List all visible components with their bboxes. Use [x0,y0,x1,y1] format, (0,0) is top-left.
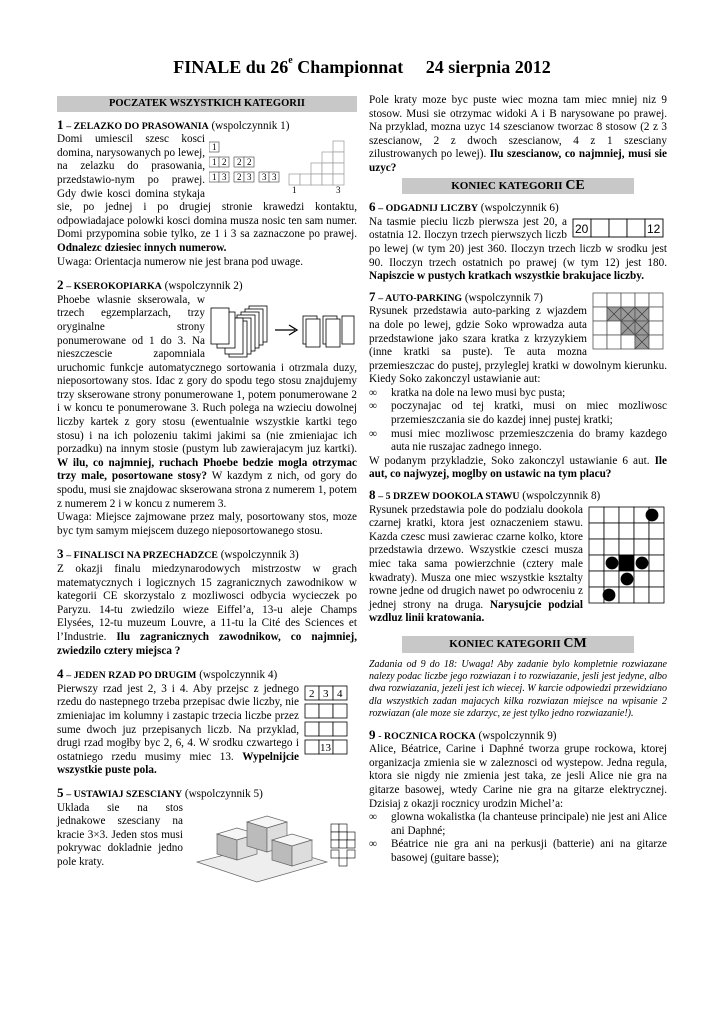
pond-cell [619,555,634,571]
parking-cell [593,293,607,307]
field-cell [604,507,619,523]
left-column [57,94,357,886]
parking-cell [607,321,621,335]
photocopy-stack-figure [209,300,357,358]
field-cell [649,555,664,571]
field-cell [604,539,619,555]
problem-1: 1 – ZELAZKO DO PRASOWANIA (wspolczynnik 1) 1 1 2 2 2 1 3 2 3 3 3 1 3 Domi umiescil szesc kosci domina, narysowanych po lewej, na zelazku do prasowania, przedstawio-nym po prawej. Gdy dwie kosci domina stykaja sie, po jednej i po drugiej stronie krawedzi kontaktu, odpowiadajace polowki kosci domina musza nosic ten sam numer. Domi przypomina sobie tylko, ze 1 i 3 sa zaznaczone po prawej. Odnalezc dziesiec innych numerow. Uwaga: Orientacja numerow nie jest brana pod uwage. [57,116,357,268]
field-cell [619,523,634,539]
svg-text:4: 4 [337,687,343,700]
parking-grid-figure [591,291,667,355]
problem-7: 7 – AUTO-PARKING (wspolczynnik 7) Rysunek przedstawia auto-parking z wjazdem na dole po lewej, gdzie Soko wprowadza auta przedstawione jako szara kratka z krzyzykiem (inne kratki sa puste). Te auta mozna przemieszczac do pustej, przyleglej kratki w dowolnym kierunku. Kiedy Soko zakonczyl ustawianie aut: ∞ kratka na dole na lewo musi byc pusta; ∞ poczynajac od tej kratki, musi on miec mozliwosc przemieszczania sie do kazdej innej pustej kratki; ∞ musi miec mozliwosc przemieszczenia do bramy kazdego auta nie ruszajac zadnego innego. W podanym przykladzie, Soko zakonczyl ustawianie 6 aut. Ile aut, co najwyzej, moglby on ustawic na tym placu? [369,288,668,481]
svg-text:1: 1 [212,172,217,183]
field-cell [619,539,634,555]
problem-3: 3 – FINALISCI NA PRZECHADZCE (wspolczynnik 3) Z okazji finalu miedzynarodowych mistrzostw w grach matematycznych i logicznych 15 zagranicznych zawodnikow w kategorii CE skorzystalo z mozliwosci odbycia wycieczek po Paryzu. 14-tu zwiedzilo wieze Eiffel’a, 13-u aleje Champs Elysées, 12-tu muzeum Louvre, a 11-tu la Cité des Sciences et l’Industrie. Ilu zagranicznych zawodnikow, co najmniej, zwiedzilo cztery miejsca ? [57,546,357,657]
svg-text:3: 3 [323,687,329,700]
svg-text:2: 2 [237,172,242,183]
field-cell [589,571,604,587]
svg-text:3: 3 [247,172,252,183]
list-item: ∞ poczynajac od tej kratki, musi on miec mozliwosc przemieszczania sie do kazdej innej pustej kratki; [369,400,667,427]
page-title: FINALE du 26e Championnat 24 sierpnia 2012 [173,55,551,77]
field-cell [634,523,649,539]
tree-dot [621,573,633,585]
field-cell [649,587,664,603]
list-item: ∞ kratka na dole na lewo musi byc pusta; [369,386,566,399]
field-cell [619,507,634,523]
field-cell [589,507,604,523]
tree-dot [606,557,618,569]
parking-cell [649,307,663,321]
field-cell [604,523,619,539]
svg-text:13: 13 [320,741,331,754]
parking-cell [593,321,607,335]
tree-dot [646,509,658,521]
field-cell [604,571,619,587]
banner-end-ce: KONIEC KATEGORII CE [402,178,634,195]
banner-start: POCZATEK WSZYSTKICH KATEGORII [57,96,357,112]
field-cell [634,587,649,603]
parking-cell [607,293,621,307]
svg-text:3: 3 [336,185,341,194]
pond-trees-figure [587,505,667,609]
field-cell [589,539,604,555]
svg-text:12: 12 [647,221,661,236]
right-column: Pole kraty moze byc puste wiec mozna tam miec mniej niz 9 stosow. Musi sie otrzymac widoki A i B narysowane po prawej. Na przyklad, mozna uzyc 14 szescianow tworzac 8 stosow (2 z 3 szescianow, 2 z dwoch szescianow, 4 z 1 szesciany zilustrowanych po lewej). Ilu szescianow, co najmniej, musi sie uzyc? KONIEC KATEGORII CE 6 – ODGADNIJ LICZBY (wspolczynnik 6) 20 12 Na tasmie pieciu liczb pierwsza jest 20, a ostatnia 12. Iloczyn trzech pierwszych liczb po lewej (w tym 20) jest 360. Iloczyn trzech liczb w srodku jest 90. Iloczyn trzech ostatnich po prawej (w tym 12) jest 180. Napiszcie w pustych kratkach wszystkie brakujace liczby. 7 – AUTO-PARKING (wspolczynnik 7) Rysunek przedstawia auto-parking z wjazdem na dole po lewej, gdzie Soko wprowadza auta przedstawione jako szara kratka z krzyzykiem (inne kratki sa puste). Te auta mozna przemieszczac do pustej, przyleglej kratki w dowolnym kierunku. Kiedy Soko zakonczyl ustawianie aut: ∞ kratka na dole na lewo musi byc pusta; ∞ poczynajac od tej kratki, musi on miec mozliwosc przemieszczania sie do kazdej innej pustej kratki; ∞ musi miec mozliwosc przemieszczenia do bramy kazdego auta nie ruszajac zadnego innego. W podanym przykladzie, Soko zakonczyl ustawianie 6 aut. Ile aut, co najwyzej, moglby on ustawic na tym placu? 8 – 5 DRZEW DOOKOLA STAWU (wspolczynnik 8) Rysunek przedstawia pole do podzialu dookola czarnej kratki, ktora jest oznaczeniem stawu. Kazda czesc musi zawierac czarne kolko, ktore przedstawia drzewo. Wszystkie czesci musza miec taka sama powierzchnie (cztery male kwadraty). Musza one miec wszystkie ksztalty rowne jedne od drugich nawet po odwroceniu z jednej strony na druga. Narysujcie podzial wzdluz linii kratowania. KONIEC KATEGORII CM Zadania od 9 do 18: Uwaga! Aby zadanie bylo kompletnie rozwiazane nalezy podac liczbe jego rozwiazan i to rozwiazanie, jesli jest jedyne, albo dwa rozwiazania, jezeli jest ich wiecej. W karcie odpowiedzi przewidziano dla wszystkich zadan majacych kilka rozwiazan miejsce na wpisanie 2 rozwiazan (ale moze sie zdarzyc, ze jest tylko jedno rozwiazanie!). 9 - ROCZNICA ROCKA (wspolczynnik 9) Alice, Béatrice, Carine i Daphné tworza grupe rockowa, ktorej organizacja zmienia sie w zaleznosci od wystepow. Jedna regula, ktora sie nigdy nie zmienia jest taka, ze jesli Alice nie gra na gitarze basowej, wtedy Carine nie gra na gitarze elektrycznej. Dzisiaj z okazji rocznicy urodzin Michel’a: ∞ glowna wokalistka (la chanteuse principale) nie jest ani Alice ani Daphné; ∞ Béatrice nie gra ani na perkusji (batterie) ani na gitarze basowej (guitare basse); [369,94,668,864]
parking-cell [593,307,607,321]
list-item: ∞ Béatrice nie gra ani na perkusji (batterie) ani na gitarze basowej (guitare basse); [369,838,667,864]
banner-end-cm: KONIEC KATEGORII CM [402,636,634,653]
p9-bullets [369,811,667,865]
rows-grid-figure [303,684,353,756]
field-cell [649,571,664,587]
problem-8: 8 – 5 DRZEW DOOKOLA STAWU (wspolczynnik 8) Rysunek przedstawia pole do podzialu dookola czarnej kratki, ktora jest oznaczeniem stawu. Kazda czesc musi zawierac czarne kolko, ktore przedstawia drzewo. Wszystkie czesci musza miec taka sama powierzchnie (cztery male kwadraty). Musza one miec wszystkie ksztalty rowne jedne od drugich nawet po odwroceniu z jednej strony na druga. Narysujcie podzial wzdluz linii kratowania. [369,488,667,626]
number-strip-figure [571,217,667,239]
parking-cell [635,293,649,307]
problem-5: 5 – USTAWIAJ SZESCIANY (wspolczynnik 5) Uklada sie na stos jednakowe szesciany na kracie 3×3. Jeden stos musi pokrywac dokladnie jedno pole kraty. [57,786,357,870]
problem-6: 6 – ODGADNIJ LICZBY (wspolczynnik 6) 20 12 Na tasmie pieciu liczb pierwsza jest 20, a ostatnia 12. Iloczyn trzech pierwszych liczb po lewej (w tym 20) jest 360. Iloczyn trzech liczb w srodku jest 90. Iloczyn trzech ostatnich po prawej (w tym 12) jest 180. Napiszcie w pustych kratkach wszystkie brakujace liczby. [369,199,667,283]
field-cell [634,571,649,587]
problem-4: 4 – JEDEN RZAD PO DRUGIM (wspolczynnik 4) 2 3 4 13 Pierwszy rzad jest 2, 3 i 4. Aby przejsc z jednego rzedu do nastepnego trzeba przepisac dwie liczby, nie zmieniajac im kolumny i zastapic trzecia liczbe przez sume dwoch juz przepisanych liczb. Na przyklad, drugi rzad mogłby byc 2, 6, 4. W srodku czwartego i ostatniego rzedu musimy miec 13. Wypelnijcie wszystkie puste pola. [57,667,357,778]
svg-text:3: 3 [272,172,277,183]
svg-text:3: 3 [222,172,227,183]
svg-text:2: 2 [222,157,227,168]
parking-cell [649,321,663,335]
problem-2: 2 – KSEROKOPIARKA (wspolczynnik 2) Phoebe wlasnie skserowala, w trzech egzemplarzach, trzy oryginalne strony ponumerowane od 1 do 3. Na nieszczescie zapomniala uruchomic funkcje automatycznego sortowania i otrzmala duzy, nieposortowany stos. Idac z gory do spodu tego stosu znajdujemy trzy skserowane strony ponumerowane 1, potem ponumerowane 2 i w koncu te ponumerowane 3. Ruch polega na wzieciu dowolnej liczby kartek z gory stosu (ewentualnie wszystkie kartki tego stosu) i na ich polozeniu takimi jakimi sa (nie zmieniajac ich porzadku) na innym stosie (pustym lub zawierajacym juz kartki). W ilu, co najmniej, ruchach Phoebe bedzie mogla otrzymac trzy male, posortowane stosy? W kazdym z nich, od gory do spodu, musi sie znajdowac skserowana strona z numerem 1, potem z numerem 2 i w koncu z numerem 3. Uwaga: Miejsce zajmowane przez maly, posortowany stos, moze byc tym samym miejscem duzego nieposortowanego stosu. [57,277,357,537]
p7-bullets [369,387,667,455]
svg-text:1: 1 [212,157,217,168]
parking-cell [649,293,663,307]
cube-stacks-figure [187,804,357,884]
field-cell [619,587,634,603]
svg-text:2: 2 [309,687,315,700]
parking-cell [593,335,607,349]
field-cell [649,539,664,555]
field-cell [589,587,604,603]
list-item: ∞ glowna wokalistka (la chanteuse principale) nie jest ani Alice ani Daphné; [369,811,667,837]
field-cell [589,523,604,539]
problem-9: 9 - ROCZNICA ROCKA (wspolczynnik 9) Alice, Béatrice, Carine i Daphné tworza grupe rockowa, ktorej organizacja zmienia sie w zaleznosci od wystepow. Jedna regula, ktora sie nigdy nie zmienia jest taka, ze jesli Alice nie gra na gitarze basowej, wtedy Carine nie gra na gitarze elektrycznej. Dzisiaj z okazji rocznicy urodzin Michel’a: ∞ glowna wokalistka (la chanteuse principale) nie jest ani Alice ani Daphné; ∞ Béatrice nie gra ani na perkusji (batterie) ani na gitarze basowej (guitare basse); [369,726,667,864]
field-cell [589,555,604,571]
parking-cell [649,335,663,349]
tree-dot [603,589,615,601]
svg-text:1: 1 [292,185,297,194]
list-item: ∞ musi miec mozliwosc przemieszczenia do bramy kazdego auta nie ruszajac zadnego innego. [369,427,667,454]
domino-iron-figure [209,139,357,193]
svg-text:3: 3 [262,172,267,183]
parking-cell [607,335,621,349]
svg-text:2: 2 [247,157,252,168]
italic-note: Zadania od 9 do 18: Uwaga! Aby zadanie bylo kompletnie rozwiazane nalezy podac liczbe jego rozwiazan i to rozwiazanie, jesli jest jedyne, albo dwa rozwiazania, jezeli jest ich wiecej. W karcie odpowiedzi przewidziano dla wszystkich zadan majacych kilka rozwiazan miejsce na wpisanie 2 rozwiazan (ale moze sie zdarzyc, ze jest tylko jedno rozwiazanie!). [369,658,667,720]
svg-text:20: 20 [575,221,589,236]
svg-text:2: 2 [237,157,242,168]
svg-text:1: 1 [212,142,217,153]
tree-dot [636,557,648,569]
date: 24 sierpnia 2012 [425,57,551,77]
parking-cell [621,335,635,349]
field-cell [634,539,649,555]
parking-cell [621,293,635,307]
field-cell [649,523,664,539]
